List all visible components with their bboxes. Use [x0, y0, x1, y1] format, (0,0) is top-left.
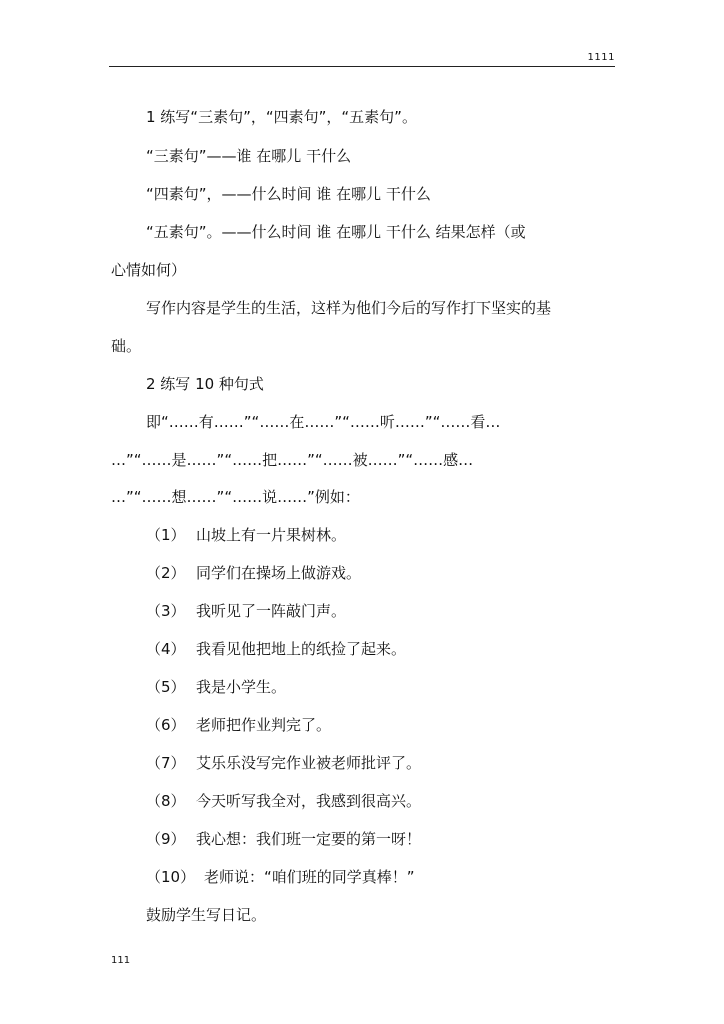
example-number: （10） — [146, 868, 196, 886]
example-text: 老师把作业判完了。 — [196, 716, 332, 734]
example-item — [146, 752, 421, 774]
example-number: （9） — [146, 830, 186, 848]
patterns-line1: 即“……有……”“……在……”“……听……”“……看… — [146, 413, 501, 431]
example-number: （2） — [146, 564, 186, 582]
example-number: （1） — [146, 526, 186, 544]
example-text: 我是小学生。 — [196, 678, 287, 696]
example-item — [146, 866, 415, 888]
five-element-sentence-line1: “五素句”。——什么时间 谁 在哪儿 干什么 结果怎样（或 — [146, 223, 526, 241]
example-item — [146, 524, 346, 546]
four-element-sentence: “四素句”，——什么时间 谁 在哪儿 干什么 — [146, 185, 431, 203]
example-number: （8） — [146, 792, 186, 810]
section2-title: 2 练写 10 种句式 — [146, 375, 264, 393]
patterns-line2: …”“……是……”“……把……”“……被……”“……感… — [111, 451, 474, 469]
section1-title: 1 练写“三素句”，“四素句”，“五素句”。 — [146, 108, 417, 126]
footer-page-number: 111 — [111, 955, 131, 966]
closing-line: 鼓励学生写日记。 — [146, 906, 267, 924]
example-item — [146, 714, 331, 736]
example-number: （6） — [146, 716, 186, 734]
example-number: （5） — [146, 678, 186, 696]
example-text: 艾乐乐没写完作业被老师批评了。 — [196, 754, 422, 772]
example-number: （7） — [146, 754, 186, 772]
header-page-number: 1111 — [587, 52, 615, 63]
example-item — [146, 600, 346, 622]
example-number: （3） — [146, 602, 186, 620]
example-text: 老师说：“咱们班的同学真棒！” — [204, 868, 415, 886]
example-text: 山坡上有一片果树林。 — [196, 526, 347, 544]
example-item — [146, 828, 421, 850]
patterns-line3: …”“……想……”“……说……”例如： — [111, 488, 360, 506]
five-element-sentence-line2: 心情如何） — [111, 261, 187, 279]
example-text: 同学们在操场上做游戏。 — [196, 564, 362, 582]
header-divider — [109, 66, 615, 67]
example-text: 我看见他把地上的纸捡了起来。 — [196, 640, 407, 658]
example-item — [146, 562, 361, 584]
example-item — [146, 638, 406, 660]
three-element-sentence: “三素句”——谁 在哪儿 干什么 — [146, 147, 352, 165]
example-number: （4） — [146, 640, 186, 658]
example-item — [146, 790, 421, 812]
writing-note-line1: 写作内容是学生的生活，这样为他们今后的写作打下坚实的基 — [146, 299, 552, 317]
example-text: 我心想：我们班一定要的第一呀！ — [196, 830, 422, 848]
example-item — [146, 676, 286, 698]
example-text: 今天听写我全对，我感到很高兴。 — [196, 792, 422, 810]
writing-note-line2: 础。 — [111, 337, 142, 355]
example-text: 我听见了一阵敲门声。 — [196, 602, 347, 620]
